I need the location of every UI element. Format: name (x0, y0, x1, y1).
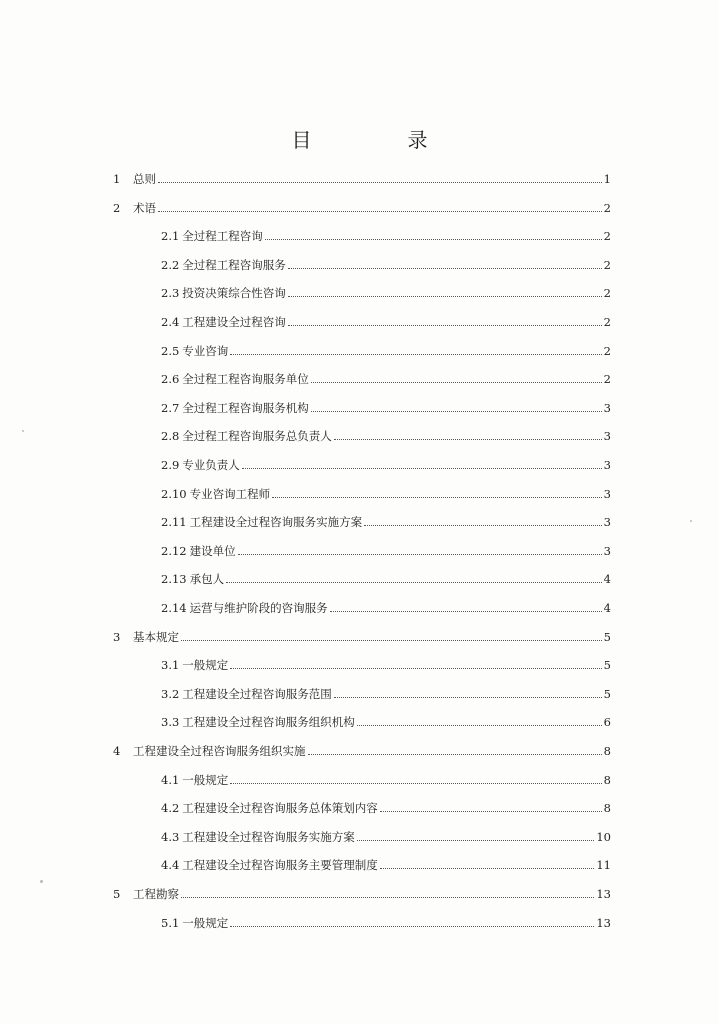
toc-entry (161, 258, 611, 272)
toc-entry (113, 172, 611, 186)
toc-entry (113, 630, 611, 644)
toc-entry-number: 2.5 (161, 343, 180, 358)
toc-entry-page: 11 (596, 858, 611, 873)
toc-entry-page: 6 (603, 715, 611, 730)
toc-entry-page: 2 (603, 372, 611, 387)
dot-leader (288, 268, 602, 269)
toc-entry-page: 1 (603, 172, 611, 186)
toc-entry-label: 投资决策综合性咨询 (182, 286, 286, 301)
toc-entry (161, 401, 611, 415)
scan-speck (22, 430, 24, 432)
toc-entry-label: 一般规定 (182, 658, 229, 673)
toc-entry-page: 4 (603, 572, 611, 587)
dot-leader (230, 354, 601, 355)
toc-entry-label: 工程建设全过程咨询服务总体策划内容 (182, 801, 378, 816)
toc-entry-number: 2.10 (161, 486, 187, 501)
toc-entry-label: 建设单位 (189, 543, 236, 558)
toc-entry (161, 687, 611, 701)
toc-entry (161, 658, 611, 672)
dot-leader (238, 554, 602, 555)
toc-entry-number: 2.1 (161, 229, 180, 244)
toc-entry (161, 429, 611, 443)
toc-entry-number: 2.12 (161, 543, 187, 558)
toc-entry (161, 916, 611, 930)
toc-entry-number: 2.13 (161, 572, 187, 587)
toc-entry-number: 2.8 (161, 429, 180, 444)
dot-leader (158, 211, 602, 212)
toc-entry (161, 858, 611, 872)
toc-entry-page: 3 (603, 543, 611, 558)
toc-entry-label: 工程勘察 (133, 887, 179, 901)
dot-leader (357, 725, 602, 726)
toc-entry-number: 2.3 (161, 286, 180, 301)
toc-entry (161, 458, 611, 472)
toc-entry-page: 3 (603, 400, 611, 415)
toc-entry (161, 715, 611, 729)
toc-entry (161, 572, 611, 586)
toc-entry-label: 全过程工程咨询服务机构 (182, 400, 309, 415)
toc-entry-page: 3 (603, 458, 611, 472)
toc-entry-page: 10 (596, 829, 611, 844)
toc-entry (161, 487, 611, 501)
toc-entry-page: 3 (603, 429, 611, 444)
dot-leader (357, 840, 595, 841)
dot-leader (272, 497, 602, 498)
dot-leader (330, 611, 602, 612)
toc-entry-page: 13 (596, 915, 611, 930)
toc-entry-number: 4.3 (161, 829, 180, 844)
toc-entry-number: 2.7 (161, 400, 180, 415)
toc-entry (161, 773, 611, 787)
toc-entry-number: 4.2 (161, 801, 180, 816)
dot-leader (242, 468, 602, 469)
toc-entry-number: 4.1 (161, 772, 180, 787)
toc-entry (161, 801, 611, 815)
toc-entry-label: 全过程工程咨询服务单位 (182, 372, 309, 387)
toc-entry-page: 2 (603, 200, 611, 215)
toc-entry (161, 515, 611, 529)
toc-entry-page: 3 (603, 515, 611, 530)
toc-entry-label: 专业负责人 (182, 458, 240, 472)
dot-leader (265, 239, 602, 240)
toc-entry-number: 1 (113, 172, 121, 186)
toc-entry-page: 2 (603, 343, 611, 358)
toc-entry-number: 4 (113, 744, 121, 758)
dot-leader (308, 754, 602, 755)
toc-entry (161, 286, 611, 300)
toc-entry-number: 3.3 (161, 715, 180, 730)
scan-speck (40, 880, 43, 883)
toc-entry-label: 一般规定 (182, 915, 229, 930)
dot-leader (288, 325, 602, 326)
toc-entry-number: 5 (113, 887, 121, 901)
dot-leader (380, 868, 595, 869)
toc-entry-label: 全过程工程咨询 (182, 229, 263, 244)
toc-entry-page: 5 (603, 658, 611, 673)
toc-entry-label: 工程建设全过程咨询服务范围 (182, 686, 332, 701)
toc-entry-number: 2.11 (161, 515, 187, 530)
dot-leader (226, 582, 602, 583)
toc-entry-label: 一般规定 (182, 772, 229, 787)
dot-leader (181, 897, 594, 898)
toc-entry-label: 总则 (133, 172, 156, 186)
toc-entry-page: 2 (603, 315, 611, 329)
toc-entry-number: 3.1 (161, 658, 180, 673)
toc-entry (161, 229, 611, 243)
toc-entry-label: 术语 (133, 200, 156, 215)
dot-leader (230, 783, 601, 784)
toc-entry-page: 5 (603, 686, 611, 701)
toc-entry (161, 830, 611, 844)
toc-entry-label: 专业咨询工程师 (189, 486, 271, 501)
dot-leader (158, 182, 602, 183)
toc-entry-label: 承包人 (189, 572, 225, 587)
dot-leader (334, 439, 602, 440)
dot-leader (230, 926, 594, 927)
toc-entry-label: 工程建设全过程咨询服务组织实施 (133, 744, 306, 758)
dot-leader (288, 296, 602, 297)
toc-entry-label: 运营与维护阶段的咨询服务 (189, 601, 328, 615)
toc-entry-label: 工程建设全过程咨询服务实施方案 (189, 515, 363, 530)
toc-entry-page: 8 (603, 744, 611, 758)
dot-leader (380, 811, 602, 812)
toc-entry-number: 2.2 (161, 257, 180, 272)
toc-entry-page: 8 (603, 801, 611, 816)
toc-entry (113, 887, 611, 901)
toc-entry-label: 基本规定 (133, 629, 179, 644)
toc-entry (113, 744, 611, 758)
toc-entry-page: 3 (603, 486, 611, 501)
toc-entry (161, 372, 611, 386)
toc-entry (113, 201, 611, 215)
toc-entry-page: 4 (603, 601, 611, 615)
toc-entry-label: 工程建设全过程咨询服务组织机构 (182, 715, 355, 730)
toc-entry-page: 13 (596, 887, 611, 901)
toc-entry-number: 4.4 (161, 858, 180, 873)
toc-entry-page: 2 (603, 257, 611, 272)
toc-entry-page: 5 (603, 629, 611, 644)
toc-entry-page: 2 (603, 286, 611, 301)
toc-entry-label: 全过程工程咨询服务 (182, 257, 286, 272)
toc-entry (161, 344, 611, 358)
toc-entry-page: 8 (603, 772, 611, 787)
toc-entry-label: 工程建设全过程咨询 (182, 315, 286, 329)
toc-entry-label: 全过程工程咨询服务总负责人 (182, 429, 332, 444)
toc-entry-label: 工程建设全过程咨询服务主要管理制度 (182, 858, 378, 873)
dot-leader (364, 525, 602, 526)
toc-entry-number: 2 (113, 200, 121, 215)
dot-leader (311, 411, 602, 412)
toc-entry-label: 工程建设全过程咨询服务实施方案 (182, 829, 355, 844)
toc-title: 目 录 (291, 128, 466, 152)
toc-entry-number: 2.14 (161, 601, 187, 615)
toc-entry-number: 3.2 (161, 686, 180, 701)
toc-entry-page: 2 (603, 229, 611, 244)
toc-entry-number: 2.6 (161, 372, 180, 387)
toc-entry (161, 544, 611, 558)
dot-leader (230, 668, 601, 669)
toc-entry-number: 2.4 (161, 315, 180, 329)
scan-speck (690, 520, 692, 522)
toc-entry (161, 315, 611, 329)
toc-entry-number: 3 (113, 629, 121, 644)
toc-entry (161, 601, 611, 615)
toc-entry-label: 专业咨询 (182, 343, 229, 358)
toc-entry-number: 5.1 (161, 915, 180, 930)
dot-leader (311, 382, 602, 383)
dot-leader (181, 640, 602, 641)
dot-leader (334, 697, 602, 698)
toc-entry-number: 2.9 (161, 458, 180, 472)
